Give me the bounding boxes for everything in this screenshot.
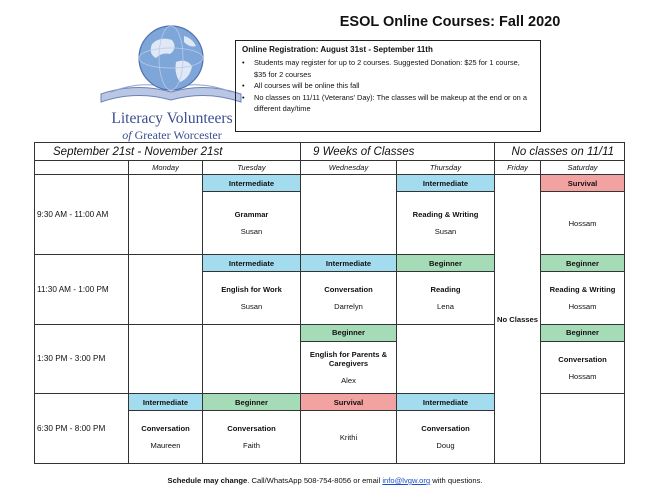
class-cell: Reading & Writing Hossam [541,272,625,324]
day-header: Wednesday [301,161,397,175]
level-badge: Intermediate [397,175,495,192]
bullet-item: • Students may register for up to 2 courses. Suggested Donation: $25 for 1 course, $35 for 2 courses [242,57,534,80]
time-slot: 9:30 AM - 11:00 AM [35,175,129,255]
time-slot: 1:30 PM - 3:00 PM [35,324,129,394]
registration-bullets [242,57,534,114]
no-classes-note: No classes on 11/11 [495,143,625,161]
level-badge: Intermediate [203,175,301,192]
class-cell: Conversation Hossam [541,341,625,393]
time-header [35,161,129,175]
empty-cell [129,324,203,394]
level-badge: Beginner [203,394,301,411]
class-cell: Conversation Maureen [129,411,203,464]
day-header: Monday [129,161,203,175]
class-cell: Krithi [301,411,397,464]
class-cell: Grammar Susan [203,192,301,255]
registration-info-box [235,40,541,132]
day-header: Thursday [397,161,495,175]
class-cell: Conversation Doug [397,411,495,464]
class-cell: English for Parents & Caregivers Alex [301,341,397,393]
day-header: Saturday [541,161,625,175]
class-cell: Reading Lena [397,272,495,324]
globe-on-book-icon [86,22,256,112]
time-slot: 11:30 AM - 1:00 PM [35,255,129,325]
footer-note: Schedule may change. Call/WhatsApp 508-754-8056 or email info@lvgw.org with questions. [167,476,483,485]
level-badge: Beginner [541,255,625,272]
empty-cell [397,324,495,394]
table-row [35,175,625,192]
page-title: ESOL Online Courses: Fall 2020 [339,14,561,30]
empty-cell [541,394,625,464]
empty-cell [129,175,203,255]
schedule-table [34,142,625,464]
level-badge: Intermediate [203,255,301,272]
level-badge: Beginner [301,324,397,341]
empty-cell [129,255,203,325]
weeks-label: 9 Weeks of Classes [301,143,495,161]
day-header: Friday [495,161,541,175]
level-badge: Intermediate [301,255,397,272]
class-cell: Reading & Writing Susan [397,192,495,255]
class-cell: Conversation Faith [203,411,301,464]
friday-no-classes: No Classes [495,175,541,464]
class-cell: Conversation Darrelyn [301,272,397,324]
day-header: Tuesday [203,161,301,175]
bullet-item: • No classes on 11/11 (Veterans' Day): The classes will be makeup at the end or on a different day/time [242,92,534,115]
level-badge: Survival [301,394,397,411]
email-link[interactable]: info@lvgw.org [382,476,431,485]
bullet-item: • All courses will be online this fall [242,80,534,91]
empty-cell [203,324,301,394]
level-badge: Intermediate [129,394,203,411]
registration-heading: Online Registration: August 31st - September 11th [242,45,433,54]
time-slot: 6:30 PM - 8:00 PM [35,394,129,464]
class-cell: Hossam [541,192,625,255]
class-cell: English for Work Susan [203,272,301,324]
level-badge: Beginner [397,255,495,272]
level-badge: Beginner [541,324,625,341]
schedule-banner [35,143,625,161]
term-dates: September 21st - November 21st [35,143,301,161]
org-name: Literacy Volunteers [111,110,233,127]
level-badge: Intermediate [397,394,495,411]
empty-cell [301,175,397,255]
day-header-row [35,161,625,175]
level-badge: Survival [541,175,625,192]
org-subname: of Greater Worcester [122,128,222,142]
